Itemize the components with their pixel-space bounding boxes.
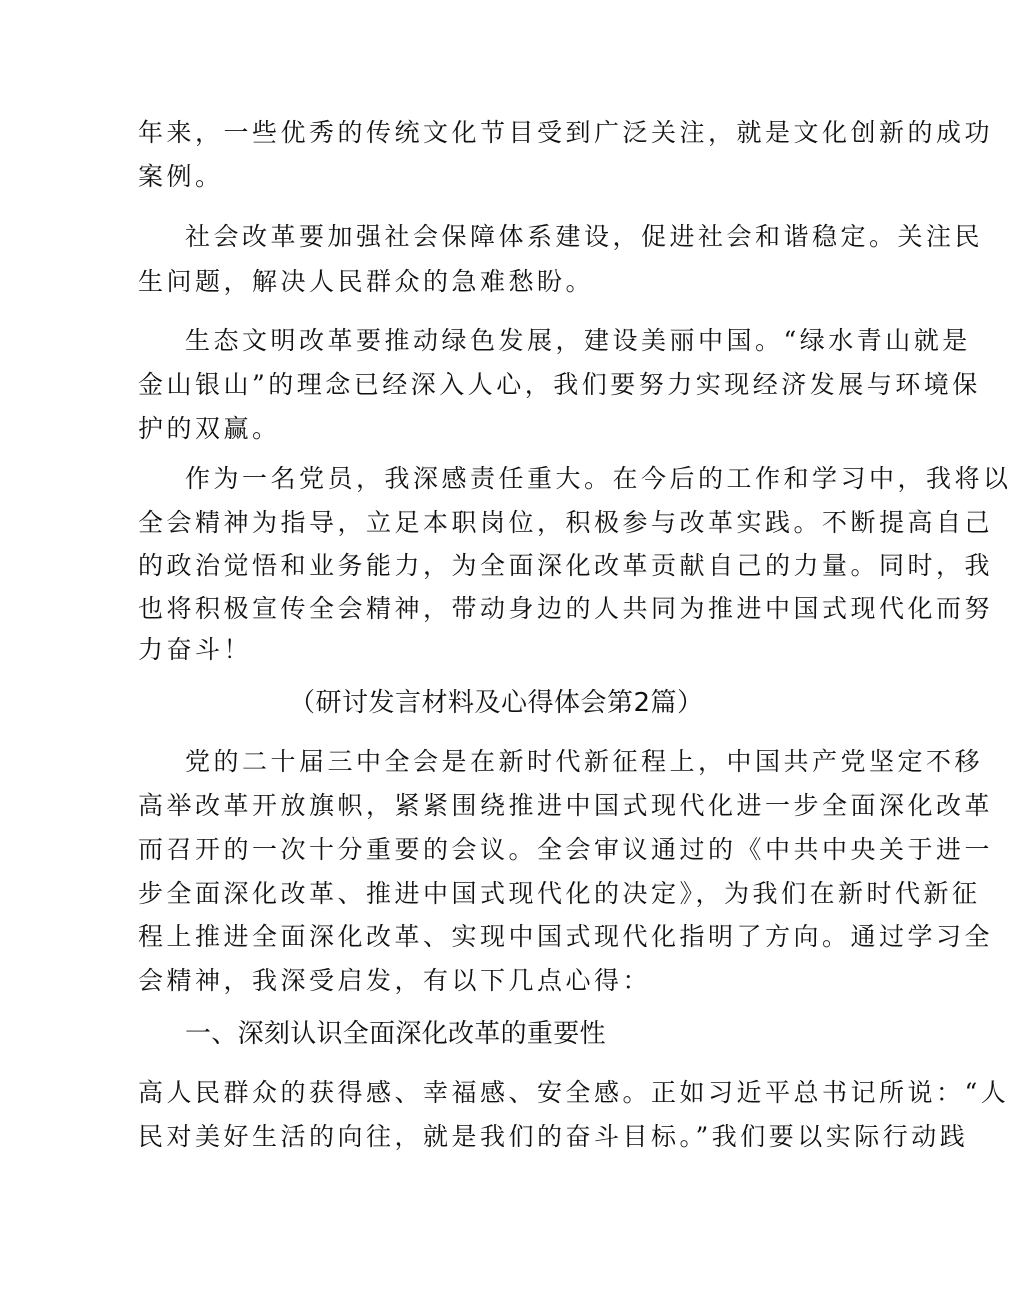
paragraph-line: 生态文明改革要推动绿色发展，建设美丽中国。“绿水青山就是 <box>185 326 971 355</box>
section-title: （研讨发言材料及心得体会第2篇） <box>289 688 704 718</box>
paragraph-line: 高举改革开放旗帜，紧紧围绕推进中国式现代化进一步全面深化改革 <box>138 791 994 820</box>
paragraph-line: 高人民群众的获得感、幸福感、安全感。正如习近平总书记所说：“人 <box>138 1078 1010 1107</box>
subheading: 一、深刻认识全面深化改革的重要性 <box>185 1019 606 1049</box>
paragraph-line: 也将积极宣传全会精神，带动身边的人共同为推进中国式现代化而努 <box>138 594 994 623</box>
paragraph-line: 而召开的一次十分重要的会议。全会审议通过的《中共中央关于进一 <box>138 835 994 864</box>
paragraph-line: 的政治觉悟和业务能力，为全面深化改革贡献自己的力量。同时，我 <box>138 551 994 580</box>
paragraph-line: 护的双赢。 <box>138 414 281 443</box>
paragraph-line: 党的二十届三中全会是在新时代新征程上，中国共产党坚定不移 <box>185 747 984 776</box>
paragraph-line: 全会精神为指导，立足本职岗位，积极参与改革实践。不断提高自己 <box>138 508 994 537</box>
paragraph-line: 力奋斗！ <box>138 635 253 664</box>
paragraph-line: 步全面深化改革、推进中国式现代化的决定》，为我们在新时代新征 <box>138 879 981 908</box>
paragraph-line: 金山银山”的理念已经深入人心，我们要努力实现经济发展与环境保 <box>138 370 981 399</box>
paragraph-line: 年来，一些优秀的传统文化节目受到广泛关注，就是文化创新的成功 <box>138 118 994 147</box>
paragraph-line: 生问题，解决人民群众的急难愁盼。 <box>138 267 595 296</box>
paragraph-line: 程上推进全面深化改革、实现中国式现代化指明了方向。通过学习全 <box>138 922 994 951</box>
paragraph-line: 会精神，我深受启发，有以下几点心得： <box>138 966 652 995</box>
paragraph-line: 作为一名党员，我深感责任重大。在今后的工作和学习中，我将以 <box>185 464 1012 493</box>
paragraph-line: 民对美好生活的向往，就是我们的奋斗目标。”我们要以实际行动践 <box>138 1122 969 1151</box>
paragraph-line: 案例。 <box>138 162 224 191</box>
paragraph-line: 社会改革要加强社会保障体系建设，促进社会和谐稳定。关注民 <box>185 222 984 251</box>
